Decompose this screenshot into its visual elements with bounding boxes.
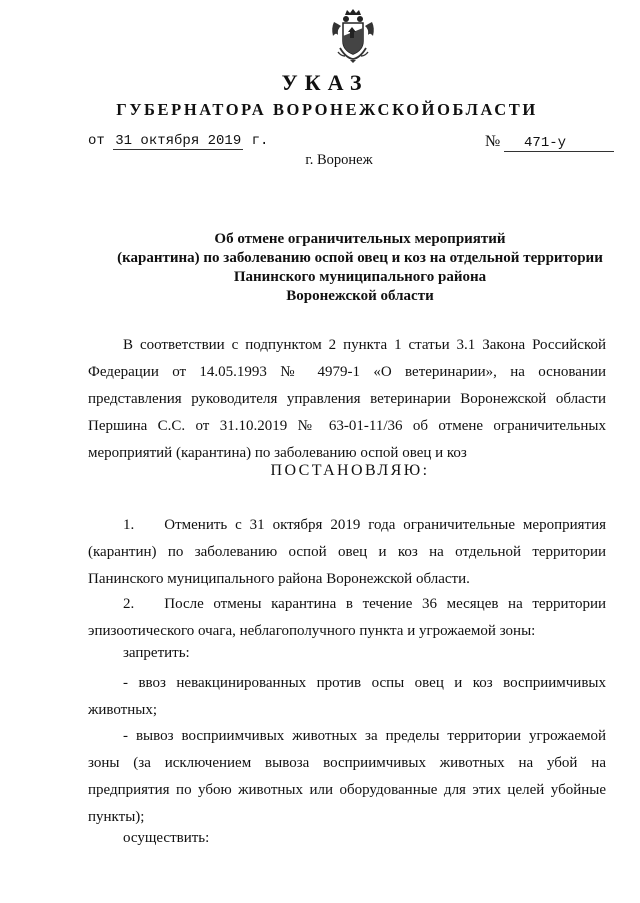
- decree-heading: ПОСТАНОВЛЯЮ:: [270, 462, 430, 479]
- date-value: 31 октября 2019: [115, 133, 242, 149]
- heading-line: Панинского муниципального района: [233, 269, 487, 285]
- document-number: 471-у: [504, 135, 614, 152]
- document-heading: [60, 230, 640, 306]
- heading-line: Об отмене ограничительных мероприятий: [214, 231, 506, 247]
- coat-of-arms-icon: [328, 8, 378, 64]
- heading-line: Воронежской области: [286, 288, 434, 304]
- item-1-paragraph: 1. Отменить с 31 октября 2019 года ограничительные мероприятия (карантин) по заболеванию оспой овец и коз на отдельной территории Панинского муниципального района Воронежской области.: [88, 517, 606, 587]
- intro-paragraph: В соответствии с подпунктом 2 пункта 1 статьи 3.1 Закона Российской Федерации от 14.05.1993 № 4979-1 «О ветеринарии», на основании представления руководителя управления ветеринарии Воронежской области Першина С.С. от 31.10.2019 № 63-01-11/36 об отмене ограничительных мероприятий (карантина) по заболеванию оспой овец и коз: [88, 337, 606, 461]
- sub-item-1: - ввоз невакцинированных против оспы овец и коз восприимчивых животных;: [88, 675, 606, 718]
- number-line: [485, 133, 614, 152]
- date-suffix: г.: [251, 133, 269, 149]
- number-sign: №: [485, 133, 501, 150]
- forbid-label: запретить:: [123, 645, 190, 661]
- document-subtitle: ГУБЕРНАТОРА ВОРОНЕЖСКОЙОБЛАСТИ: [116, 100, 538, 119]
- carry-out-label: осуществить:: [123, 830, 210, 846]
- sub-item-2: - вывоз восприимчивых животных за пределы территории угрожаемой зоны (за исключением вывоза восприимчивых животных на убой на предприятия по убою животных или оборудованные для этих целей убойные пункты);: [88, 728, 606, 825]
- heading-line: (карантина) по заболеванию оспой овец и коз на отдельной территории: [117, 250, 603, 266]
- item-2-paragraph: 2. После отмены карантина в течение 36 месяцев на территории эпизоотического очага, неблагополучного пункта и угрожаемой зоны:: [88, 596, 606, 639]
- date-line: [88, 133, 268, 150]
- city-label: г. Воронеж: [305, 152, 373, 168]
- date-prefix: от: [88, 133, 105, 149]
- document-title: УКАЗ: [281, 70, 369, 95]
